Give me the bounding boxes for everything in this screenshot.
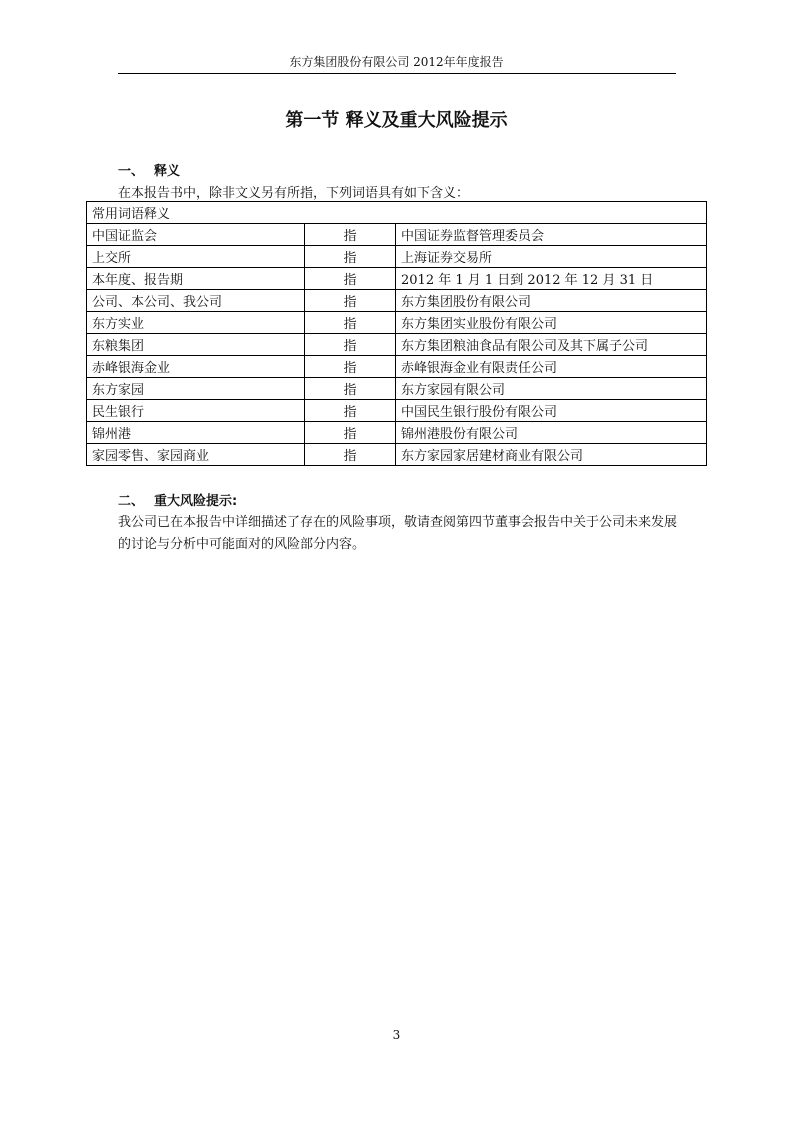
table-row — [87, 268, 707, 290]
section-2-heading — [118, 490, 237, 509]
term-cell: 东方实业 — [87, 312, 305, 334]
term-cell: 本年度、报告期 — [87, 268, 305, 290]
refers-cell: 指 — [305, 268, 396, 290]
section-2-title: 重大风险提示: — [154, 494, 238, 509]
meaning-cell: 东方家园有限公司 — [396, 378, 707, 400]
risk-paragraph: 我公司已在本报告中详细描述了存在的风险事项，敬请查阅第四节董事会报告中关于公司未来发展的讨论与分析中可能面对的风险部分内容。 — [118, 515, 678, 552]
table-row — [87, 224, 707, 246]
page-number: 3 — [392, 1028, 401, 1042]
term-cell: 赤峰银海金业 — [87, 356, 305, 378]
refers-cell: 指 — [305, 246, 396, 268]
table-caption: 常用词语释义 — [87, 202, 707, 224]
table-row — [87, 334, 707, 356]
table-row — [87, 246, 707, 268]
refers-cell: 指 — [305, 334, 396, 356]
meaning-cell: 东方集团股份有限公司 — [396, 290, 707, 312]
table-row — [87, 290, 707, 312]
running-header: 东方集团股份有限公司 2012年年度报告 — [289, 55, 504, 69]
refers-cell: 指 — [305, 224, 396, 246]
glossary-table — [86, 201, 707, 466]
term-cell: 民生银行 — [87, 400, 305, 422]
header-rule — [118, 73, 676, 74]
term-cell: 公司、本公司、我公司 — [87, 290, 305, 312]
term-cell: 中国证监会 — [87, 224, 305, 246]
meaning-cell: 上海证券交易所 — [396, 246, 707, 268]
meaning-cell: 中国证券监督管理委员会 — [396, 224, 707, 246]
refers-cell: 指 — [305, 290, 396, 312]
meaning-cell: 赤峰银海金业有限责任公司 — [396, 356, 707, 378]
table-row — [87, 312, 707, 334]
intro-text: 在本报告书中，除非文义另有所指，下列词语具有如下含义： — [118, 186, 470, 201]
meaning-cell: 东方集团实业股份有限公司 — [396, 312, 707, 334]
table-row — [87, 422, 707, 444]
term-cell: 东方家园 — [87, 378, 305, 400]
page-title: 第一节 释义及重大风险提示 — [285, 110, 508, 131]
term-cell: 东粮集团 — [87, 334, 305, 356]
table-row — [87, 400, 707, 422]
table-row — [87, 444, 707, 466]
table-row — [87, 356, 707, 378]
section-1-number: 一、 — [118, 164, 145, 179]
meaning-cell: 2012 年 1 月 1 日到 2012 年 12 月 31 日 — [396, 268, 707, 290]
meaning-cell: 中国民生银行股份有限公司 — [396, 400, 707, 422]
refers-cell: 指 — [305, 422, 396, 444]
term-cell: 上交所 — [87, 246, 305, 268]
meaning-cell: 东方集团粮油食品有限公司及其下属子公司 — [396, 334, 707, 356]
refers-cell: 指 — [305, 356, 396, 378]
refers-cell: 指 — [305, 444, 396, 466]
term-cell: 家园零售、家园商业 — [87, 444, 305, 466]
section-2-number: 二、 — [118, 494, 145, 509]
refers-cell: 指 — [305, 378, 396, 400]
section-1-heading — [118, 160, 180, 179]
term-cell: 锦州港 — [87, 422, 305, 444]
table-row — [87, 378, 707, 400]
refers-cell: 指 — [305, 400, 396, 422]
refers-cell: 指 — [305, 312, 396, 334]
meaning-cell: 东方家园家居建材商业有限公司 — [396, 444, 707, 466]
meaning-cell: 锦州港股份有限公司 — [396, 422, 707, 444]
table-caption-row — [87, 202, 707, 224]
section-1-title: 释义 — [154, 164, 181, 179]
